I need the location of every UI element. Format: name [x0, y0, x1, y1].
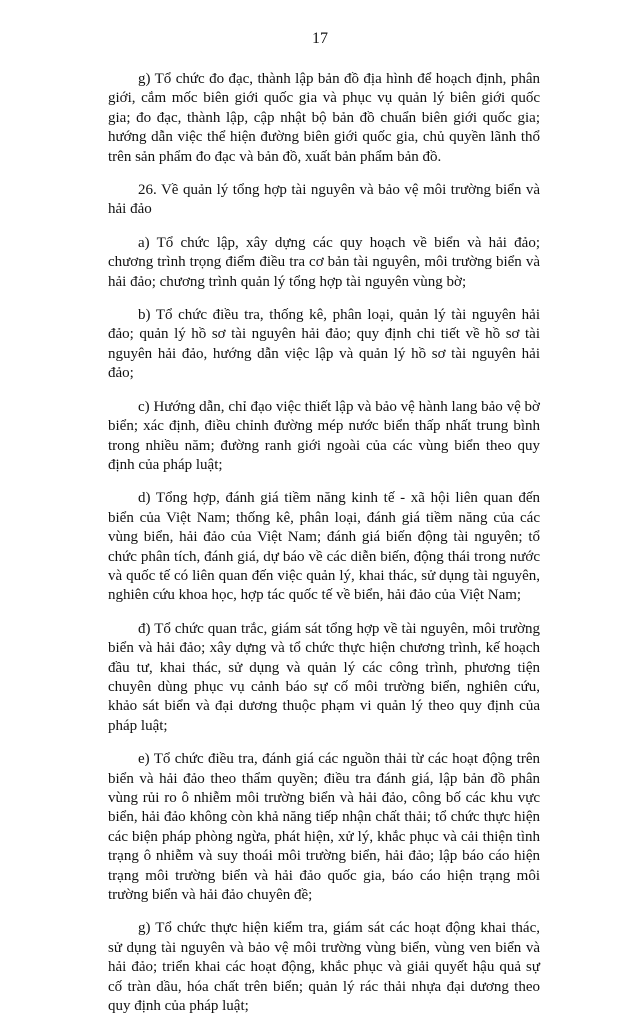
- list-item-dd: đ) Tổ chức quan trắc, giám sát tổng hợp về tài nguyên, môi trường biển và hải đảo; xây dựng và tổ chức thực hiện chương trình, kế hoạch đầu tư, khai thác, sử dụng và quản lý các công trình, phương tiện chuyên dùng phục vụ cảnh báo sự cố môi trường biển, nghiên cứu, khảo sát biển và đại dương thuộc phạm vi quản lý theo quy định của pháp luật;: [108, 620, 540, 734]
- page-number: 17: [312, 30, 328, 47]
- list-item-d: d) Tổng hợp, đánh giá tiềm năng kinh tế - xã hội liên quan đến biển của Việt Nam; thống kê, phân loại, đánh giá tiềm năng của các vùng biển, hải đảo của Việt Nam; đánh giá biến động tài nguyên; tổ chức phân tích, đánh giá, dự báo về các diễn biến, động thái trong nước và quốc tế có liên quan đến việc quản lý, khai thác, sử dụng tài nguyên, nghiên cứu khoa học, hợp tác quốc tế về biển, hải đảo của Việt Nam;: [108, 490, 540, 604]
- list-item-g: g) Tổ chức thực hiện kiểm tra, giám sát các hoạt động khai thác, sử dụng tài nguyên và bảo vệ môi trường vùng biển, vùng ven biển và hải đảo; triển khai các hoạt động, khắc phục và giải quyết hậu quả sự cố tràn dầu, hóa chất trên biển; quản lý rác thải nhựa đại dương theo quy định của pháp luật;: [108, 920, 540, 1015]
- paragraph-g-mapping: g) Tổ chức đo đạc, thành lập bản đồ địa hình để hoạch định, phân giới, cắm mốc biên giới quốc gia và phục vụ quản lý biên giới quốc gia; đo đạc, thành lập, cập nhật bộ bản đồ chuẩn biên giới quốc gia; hướng dẫn việc thể hiện đường biên giới quốc gia, chủ quyền lãnh thổ trên sản phẩm đo đạc và bản đồ, xuất bản phẩm bản đồ.: [108, 71, 540, 165]
- list-item-a: a) Tổ chức lập, xây dựng các quy hoạch về biển và hải đảo; chương trình trọng điểm điều tra cơ bản tài nguyên, môi trường biển và hải đảo; chương trình quản lý tổng hợp tài nguyên vùng bờ;: [108, 234, 540, 290]
- list-item-e: e) Tổ chức điều tra, đánh giá các nguồn thải từ các hoạt động trên biển và hải đảo theo thẩm quyền; điều tra đánh giá, lập bản đồ phân vùng rủi ro ô nhiễm môi trường biển và hải đảo, công bố các khu vực biển, hải đảo không còn khả năng tiếp nhận chất thải; tổ chức thực hiện các biện pháp phòng ngừa, phát hiện, xử lý, khắc phục và cải thiện tình trạng ô nhiễm và suy thoái môi trường biển, hải đảo; lập báo cáo hiện trạng môi trường biển và hải đảo quốc gia, báo cáo hiện trạng môi trường biển và hải đảo chuyên đề;: [108, 751, 540, 904]
- document-body: [108, 70, 540, 1030]
- list-item-c: c) Hướng dẫn, chỉ đạo việc thiết lập và bảo vệ hành lang bảo vệ bờ biển; xác định, điều chỉnh đường mép nước biển thấp nhất trung bình trong nhiều năm; đường ranh giới ngoài của các vùng biển theo quy định của pháp luật;: [108, 398, 540, 473]
- section-heading-26: 26. Về quản lý tổng hợp tài nguyên và bảo vệ môi trường biển và hải đảo: [108, 182, 540, 218]
- list-item-b: b) Tổ chức điều tra, thống kê, phân loại, quản lý tài nguyên hải đảo; quản lý hồ sơ tài nguyên hải đảo; quy định chi tiết về hồ sơ tài nguyên hải đảo, hướng dẫn việc lập và quản lý hồ sơ tài nguyên hải đảo;: [108, 307, 540, 382]
